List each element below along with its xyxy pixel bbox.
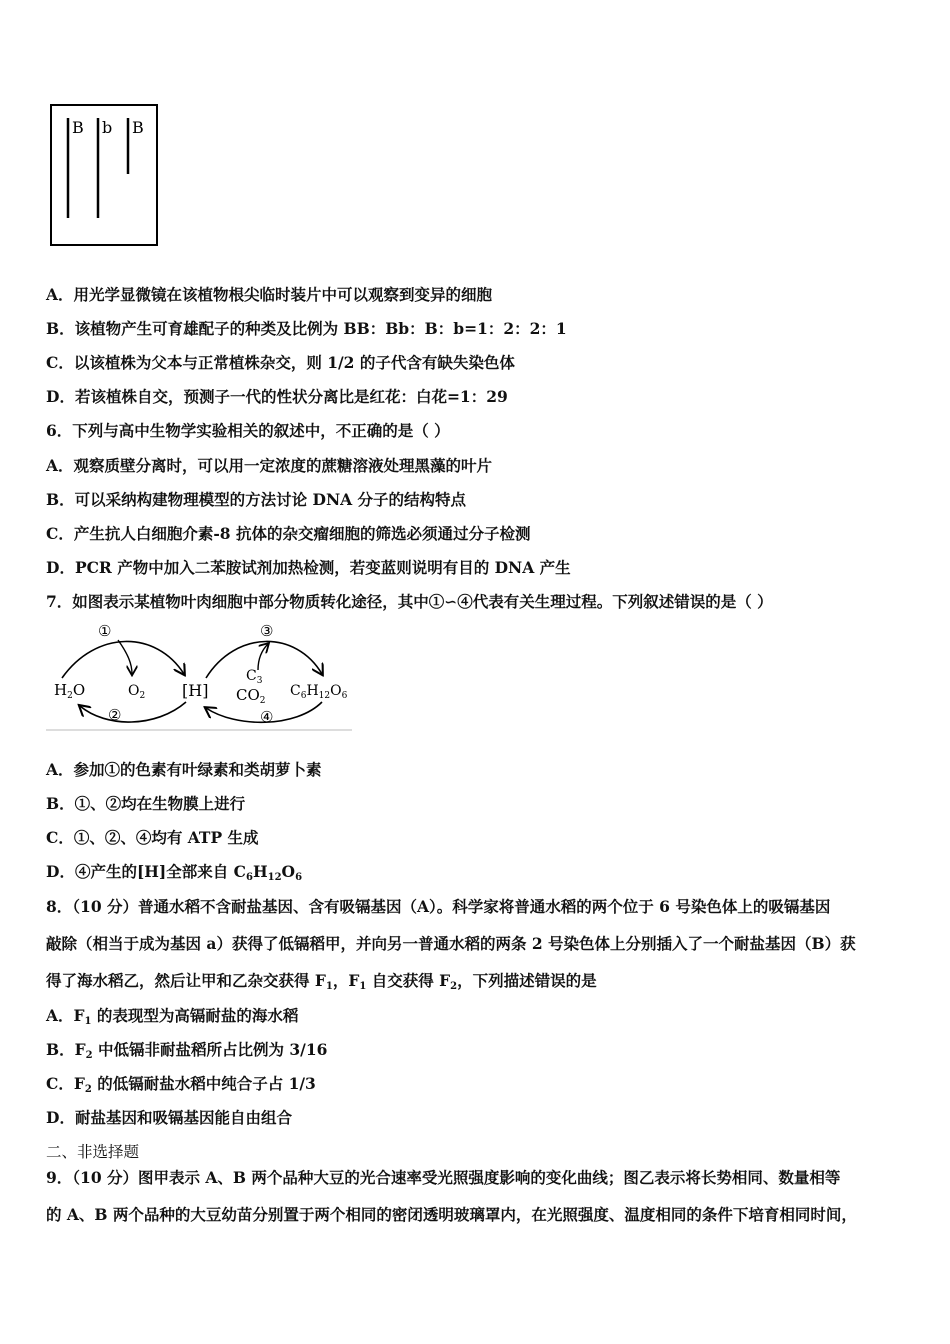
c3-label: $C_3$ [246, 668, 263, 686]
section-heading: 二、非选择题 [46, 1143, 140, 1161]
q8-option-b: B．$F_2$ 中低镉非耐盐稻所占比例为 3/16 [46, 1040, 328, 1061]
q7-option-c: C．①、②、④均有 ATP 生成 [46, 828, 259, 847]
h-label: [H] [182, 681, 209, 700]
q6-stem: 6．下列与高中生物学实验相关的叙述中，不正确的是（ ） [46, 421, 450, 440]
q6-option-c: C．产生抗人白细胞介素-8 抗体的杂交瘤细胞的筛选必须通过分子检测 [46, 524, 531, 543]
allele-label-1: B [72, 118, 84, 137]
q6-option-a: A．观察质壁分离时，可以用一定浓度的蔗糖溶液处理黑藻的叶片 [46, 456, 493, 475]
h2o-label: $H_2O$ [54, 681, 86, 701]
q9-line-1: 9．（10 分）图甲表示 A、B 两个品种大豆的光合速率受光照强度影响的变化曲线；图乙表示将长势相同、数量相等 [46, 1168, 841, 1187]
step2-label: ② [108, 706, 122, 724]
allele-label-3: B [132, 118, 144, 137]
arrow-c3-branch [258, 644, 268, 670]
glucose-label: $C_6H_{12}O_6$ [290, 683, 348, 701]
q6-option-b: B．可以采纳构建物理模型的方法讨论 DNA 分子的结构特点 [46, 490, 467, 509]
q8-option-d: D．耐盐基因和吸镉基因能自由组合 [46, 1108, 292, 1127]
arrow-step3 [206, 641, 322, 678]
q8-line-2: 敲除（相当于成为基因 a）获得了低镉稻甲，并向另一普通水稻的两条 2 号染色体上分别插入了一个耐盐基因（B）获 [46, 934, 856, 953]
chromosome-figure [48, 102, 160, 248]
q8-line-3: 得了海水稻乙，然后让甲和乙杂交获得 $F_1$，$F_1$ 自交获得 $F_2$，下列描述错误的是 [46, 971, 597, 992]
q7-stem: 7．如图表示某植物叶肉细胞中部分物质转化途径，其中①∽④代表有关生理过程。下列叙述错误的是（ ） [46, 592, 773, 611]
q9-line-2: 的 A、B 两个品种的大豆幼苗分别置于两个相同的密闭透明玻璃罩内，在光照强度、温度相同的条件下培育相同时间， [46, 1205, 857, 1224]
q8-line-1: 8．（10 分）普通水稻不含耐盐基因、含有吸镉基因（A）。科学家将普通水稻的两个位于 6 号染色体上的吸镉基因 [46, 897, 831, 916]
q5-option-c: C．以该植株为父本与正常植株杂交，则 1/2 的子代含有缺失染色体 [46, 353, 515, 372]
q7-option-d: D．④产生的[H]全部来自 $C_6H_{12}O_6$ [46, 862, 303, 883]
q5-option-d: D．若该植株自交，预测子一代的性状分离比是红花：白花=1：29 [46, 387, 508, 406]
arrow-o2-branch [118, 640, 132, 674]
q5-option-b: B．该植物产生可育雄配子的种类及比例为 BB：Bb：B：b=1：2：2：1 [46, 319, 567, 338]
q7-option-b: B．①、②均在生物膜上进行 [46, 794, 246, 813]
arrow-step2 [80, 702, 186, 722]
q7-option-a: A．参加①的色素有叶绿素和类胡萝卜素 [46, 760, 322, 779]
step4-label: ④ [260, 708, 274, 726]
q8-option-c: C．$F_2$ 的低镉耐盐水稻中纯合子占 1/3 [46, 1074, 316, 1095]
step3-label: ③ [260, 622, 274, 640]
allele-label-2: b [102, 118, 113, 137]
o2-label: $O_2$ [128, 683, 146, 701]
q5-option-a: A．用光学显微镜在该植物根尖临时装片中可以观察到变异的细胞 [46, 285, 493, 304]
q6-option-d: D．PCR 产物中加入二苯胺试剂加热检测，若变蓝则说明有目的 DNA 产生 [46, 558, 571, 577]
q8-option-a: A．$F_1$ 的表现型为高镉耐盐的海水稻 [46, 1006, 299, 1027]
step1-label: ① [98, 622, 112, 640]
co2-label: $CO_2$ [236, 686, 266, 706]
metabolic-pathway-figure [46, 620, 356, 732]
